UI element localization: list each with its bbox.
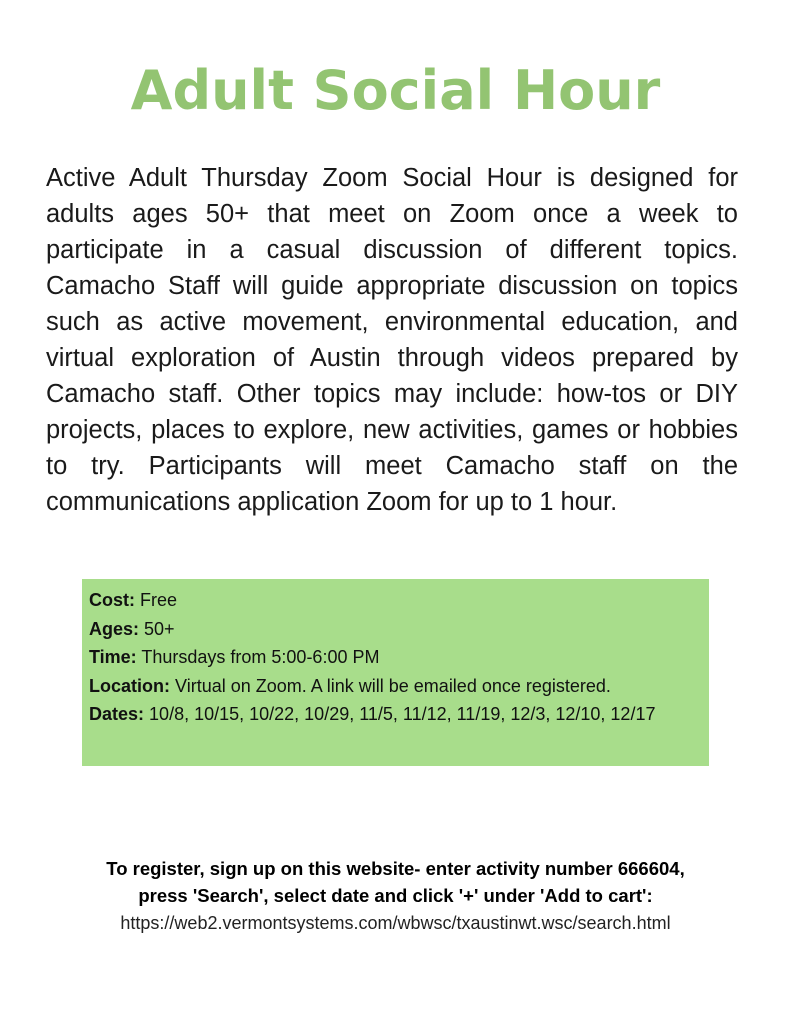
ages-value: 50+ [144, 618, 175, 639]
ages-row [89, 615, 703, 644]
description-paragraph: Active Adult Thursday Zoom Social Hour is designed for adults ages 50+ that meet on Zoom once a week to participate in a casual discussion of different topics. Camacho Staff will guide appropriate discussion on topics such as active movement, environmental education, and virtual exploration of Austin through videos prepared by Camacho staff. Other topics may include: how-tos or DIY projects, places to explore, new activities, games or hobbies to try. Participants will meet Camacho staff on the communications application Zoom for up to 1 hour. [46, 164, 738, 516]
time-label: Time: [89, 647, 137, 667]
page-title: Adult Social Hour [130, 59, 661, 122]
cost-value: Free [140, 590, 178, 610]
location-row [89, 672, 703, 701]
ages-label: Ages: [89, 618, 140, 639]
dates-value: 10/8, 10/15, 10/22, 10/29, 11/5, 11/12, 11/19, 12/3, 12/10, 12/17 [149, 704, 656, 724]
location-label: Location: [89, 675, 170, 696]
cost-label: Cost: [89, 590, 135, 610]
cost-row [89, 586, 703, 615]
time-value: Thursdays from 5:00-6:00 PM [141, 647, 380, 667]
registration-section [0, 855, 791, 937]
dates-label: Dates: [89, 704, 145, 724]
location-value: Virtual on Zoom. A link will be emailed once registered. [175, 675, 611, 696]
registration-link[interactable]: https://web2.vermontsystems.com/wbwsc/txaustinwt.wsc/search.html [120, 913, 671, 933]
registration-instructions-line-2: press 'Search', select date and click '+' under 'Add to cart': [138, 885, 653, 906]
dates-row [89, 700, 703, 729]
time-row [89, 643, 703, 672]
registration-instructions-line-1: To register, sign up on this website- enter activity number 666604, [106, 858, 685, 879]
details-box [82, 579, 709, 766]
